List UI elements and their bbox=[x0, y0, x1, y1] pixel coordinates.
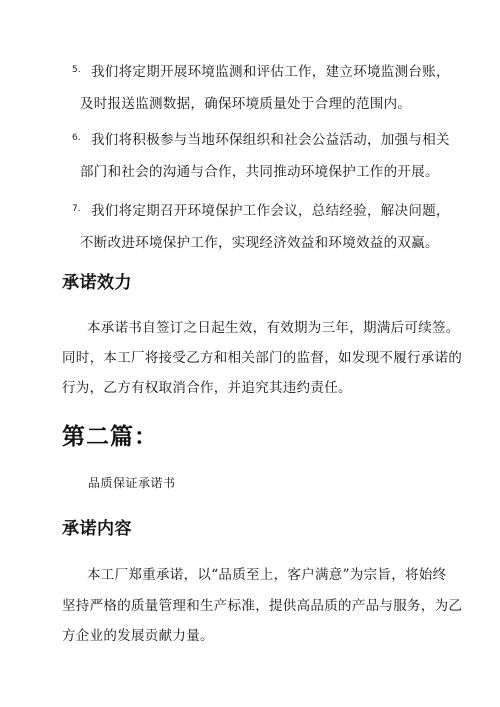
list-item-line: 及时报送监测数据，确保环境质量处于合理的范围内。 bbox=[80, 96, 412, 112]
section-heading-content: 承诺内容 bbox=[62, 519, 132, 539]
list-item-line: 我们将积极参与当地环保组织和社会公益活动，加强与相关 bbox=[91, 132, 450, 148]
paragraph-line: 行为，乙方有权取消合作，并追究其违约责任。 bbox=[62, 380, 352, 396]
list-item-line: 部门和社会的沟通与合作，共同推动环境保护工作的开展。 bbox=[80, 164, 439, 180]
list-item-line: 不断改进环境保护工作，实现经济效益和环境效益的双赢。 bbox=[80, 235, 439, 251]
paragraph-line: 方企业的发展贡献力量。 bbox=[62, 628, 214, 644]
paragraph-line: 本工厂郑重承诺，以“品质至上，客户满意”为宗旨，将始终 bbox=[87, 567, 447, 583]
list-item-line: 我们将定期召开环境保护工作会议，总结经验，解决问题， bbox=[91, 203, 450, 219]
paragraph-line: 本承诺书自签订之日起生效，有效期为三年，期满后可续签。 bbox=[87, 320, 460, 336]
list-item-number: 7. bbox=[72, 204, 81, 214]
list-item-number: 6. bbox=[72, 133, 81, 143]
section-heading-effect: 承诺效力 bbox=[62, 273, 132, 293]
paragraph-line: 同时，本工厂将接受乙方和相关部门的监督，如发现不履行承诺的 bbox=[62, 350, 463, 366]
list-item-line: 我们将定期开展环境监测和评估工作，建立环境监测台账， bbox=[91, 64, 450, 80]
list-item-number: 5. bbox=[72, 65, 81, 75]
part-heading: 第二篇： bbox=[62, 423, 158, 450]
paragraph-line: 坚持严格的质量管理和生产标准，提供高品质的产品与服务，为乙 bbox=[62, 598, 463, 614]
document-subtitle: 品质保证承诺书 bbox=[88, 476, 176, 490]
